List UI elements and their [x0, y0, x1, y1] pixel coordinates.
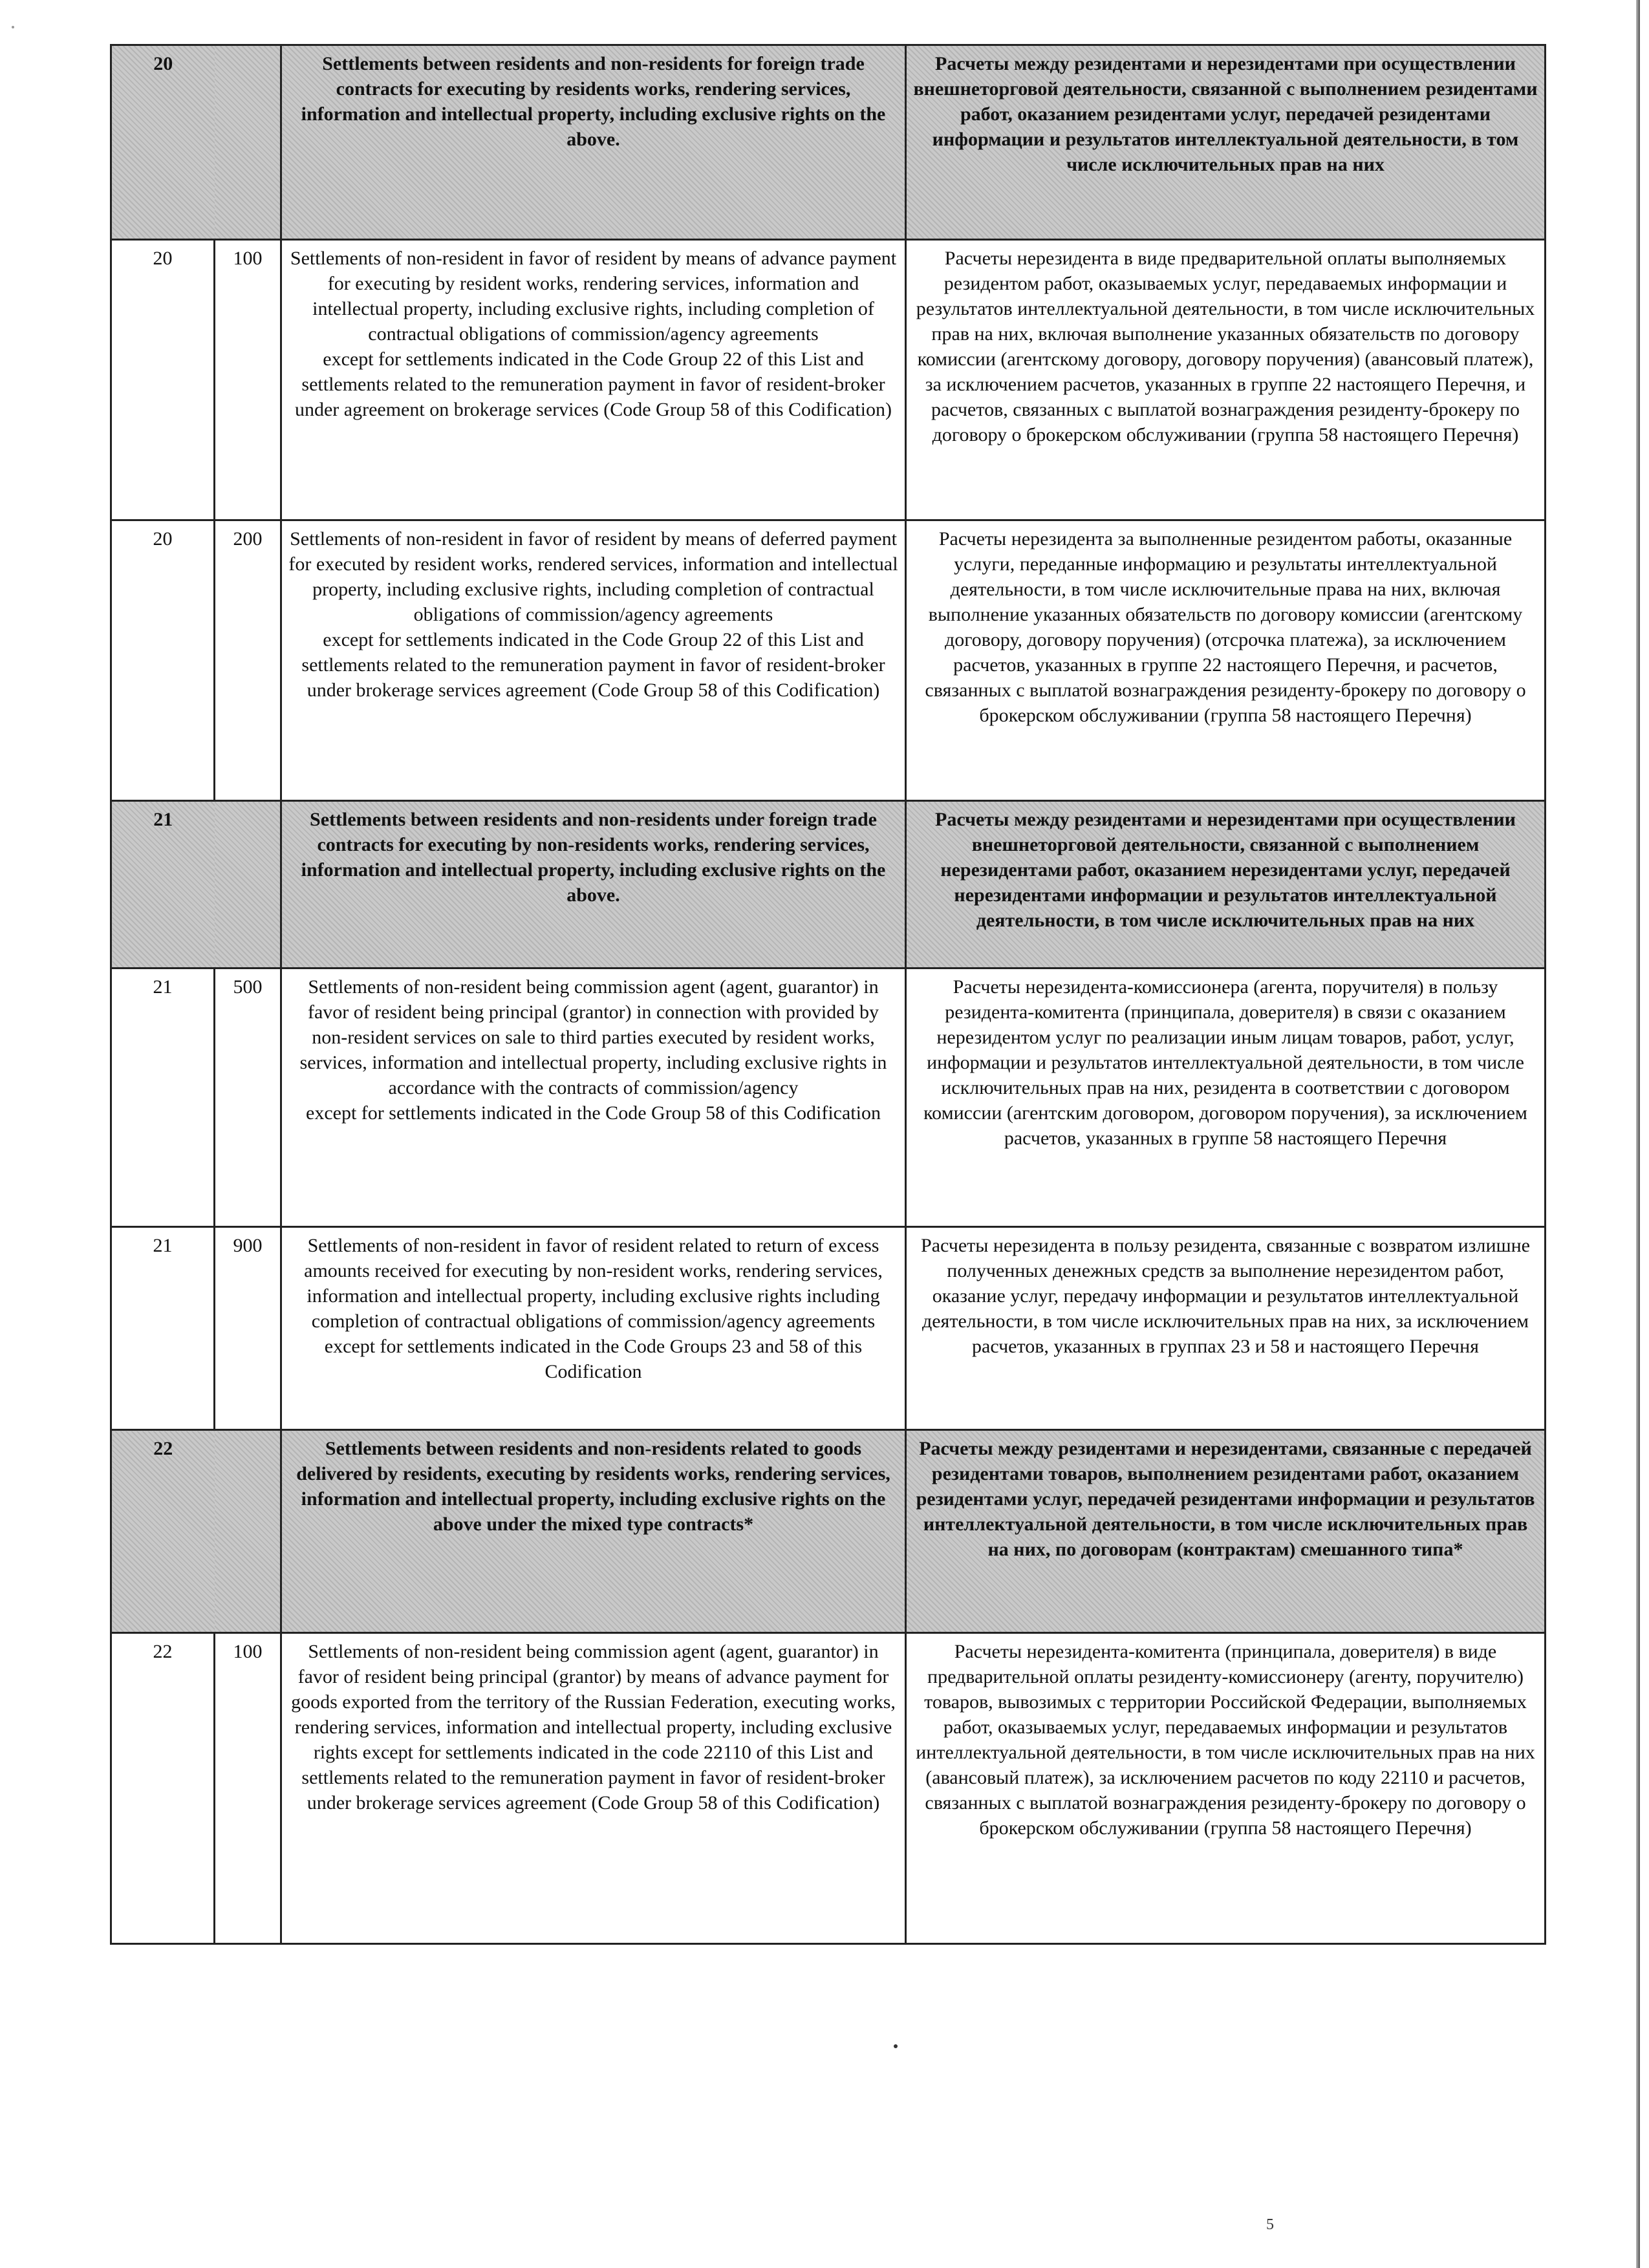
group-cell: 22: [111, 1633, 215, 1944]
group-code-empty: [215, 801, 281, 968]
page-number: 5: [1266, 2216, 1274, 2233]
page-edge-shadow: [1636, 0, 1640, 2268]
description-en: Settlements of non-resident in favor of resident by means of deferred payment for executed by resident works, rendered services, information and intellectual property, including exclusive rights, including completion of contractual obligations of commission/agency agreements except for settlements indicated in the Code Group 22 of this List and settlements related to the remuneration payment in favor of resident-broker under brokerage services agreement (Code Group 58 of this Codification): [281, 520, 906, 801]
description-en: Settlements of non-resident in favor of resident related to return of excess amounts received for executing by non-resident works, rendering services, information and intellectual property, including exclusive rights including completion of contractual obligations of commission/agency agreements except for settlements indicated in the Code Groups 23 and 58 of this Codification: [281, 1227, 906, 1430]
codification-table: [110, 44, 1546, 1945]
code-cell: 900: [215, 1227, 281, 1430]
description-ru: Расчеты нерезидента-комиссионера (агента, поручителя) в пользу резидента-комитента (принципала, доверителя) в связи с оказанием нерезидентом услуг по реализации иным лицам товаров, работ, услуг, информации и результатов интеллектуальной деятельности, в том числе исключительных прав на них, резидента в соответствии с договором комиссии (агентским договором, договором поручения), за исключением расчетов, указанных в группе 58 настоящего Перечня: [906, 968, 1546, 1227]
group-title-en: Settlements between residents and non-residents under foreign trade contracts for executing by non-residents works, rendering services, information and intellectual property, including exclusive rights on the above.: [281, 801, 906, 968]
table-row: [111, 968, 1546, 1227]
group-title-ru: Расчеты между резидентами и нерезидентами при осуществлении внешнеторговой деятельности, связанной с выполнением нерезидентами работ, оказанием нерезидентами услуг, передачей нерезидентами информации и результатов интеллектуальной деятельности, в том числе исключительных прав на них: [906, 801, 1546, 968]
table-row: [111, 1227, 1546, 1430]
scan-speck: [894, 2044, 898, 2048]
group-cell: 21: [111, 968, 215, 1227]
group-cell: 20: [111, 520, 215, 801]
group-cell: 21: [111, 1227, 215, 1430]
scan-speck: [12, 26, 14, 28]
group-row-21: [111, 801, 1546, 968]
group-number: 21: [111, 801, 215, 968]
description-ru: Расчеты нерезидента-комитента (принципала, доверителя) в виде предварительной оплаты резиденту-комиссионеру (агенту, поручителю) товаров, вывозимых с территории Российской Федерации, выполняемых работ, оказываемых услуг, передаваемых информации и результатов интеллектуальной деятельности, в том числе исключительных прав на них (авансовый платеж), за исключением расчетов по коду 22110 и расчетов, связанных с выплатой вознаграждения резиденту-брокеру по договору о брокерском обслуживании (группа 58 настоящего Перечня): [906, 1633, 1546, 1944]
description-ru: Расчеты нерезидента за выполненные резидентом работы, оказанные услуги, переданные информацию и результаты интеллектуальной деятельности, в том числе исключительные права на них, включая выполнение указанных обязательств по договору комиссии (агентскому договору, договору поручения) (отсрочка платежа), за исключением расчетов, указанных в группе 22 настоящего Перечня, и расчетов, связанных с выплатой вознаграждения резиденту-брокеру по договору о брокерском обслуживании (группа 58 настоящего Перечня): [906, 520, 1546, 801]
group-row-20: [111, 45, 1546, 240]
description-en: Settlements of non-resident in favor of resident by means of advance payment for executing by resident works, rendering services, information and intellectual property, including exclusive rights, including completion of contractual obligations of commission/agency agreements except for settlements indicated in the Code Group 22 of this List and settlements related to the remuneration payment in favor of resident-broker under agreement on brokerage services (Code Group 58 of this Codification): [281, 240, 906, 520]
group-code-empty: [215, 45, 281, 240]
description-ru: Расчеты нерезидента в пользу резидента, связанные с возвратом излишне полученных денежных средств за выполнение нерезидентом работ, оказание услуг, передачу информации и результатов интеллектуальной деятельности, в том числе исключительных прав на них, за исключением расчетов, указанных в группах 23 и 58 и настоящего Перечня: [906, 1227, 1546, 1430]
group-number: 20: [111, 45, 215, 240]
group-code-empty: [215, 1430, 281, 1633]
code-cell: 100: [215, 1633, 281, 1944]
description-en: Settlements of non-resident being commission agent (agent, guarantor) in favor of resident being principal (grantor) in connection with provided by non-resident services on sale to third parties executed by resident works, services, information and intellectual property, including exclusive rights in accordance with the contracts of commission/agency except for settlements indicated in the Code Group 58 of this Codification: [281, 968, 906, 1227]
description-en: Settlements of non-resident being commission agent (agent, guarantor) in favor of resident being principal (grantor) by means of advance payment for goods exported from the territory of the Russian Federation, executing works, rendering services, information and intellectual property, including exclusive rights except for settlements indicated in the code 22110 of this List and settlements related to the remuneration payment in favor of resident-broker under brokerage services agreement (Code Group 58 of this Codification): [281, 1633, 906, 1944]
code-cell: 100: [215, 240, 281, 520]
group-title-ru: Расчеты между резидентами и нерезидентами при осуществлении внешнеторговой деятельности, связанной с выполнением резидентами работ, оказанием резидентами услуг, передачей резидентами информации и результатов интеллектуальной деятельности, в том числе исключительных прав на них: [906, 45, 1546, 240]
table-row: [111, 520, 1546, 801]
group-title-ru: Расчеты между резидентами и нерезидентами, связанные с передачей резидентами товаров, выполнением резидентами работ, оказанием резидентами услуг, передачей резидентами информации и результатов интеллектуальной деятельности, в том числе исключительных прав на них, по договорам (контрактам) смешанного типа*: [906, 1430, 1546, 1633]
code-cell: 500: [215, 968, 281, 1227]
group-title-en: Settlements between residents and non-residents related to goods delivered by residents, executing by residents works, rendering services, information and intellectual property, including exclusive rights on the above under the mixed type contracts*: [281, 1430, 906, 1633]
description-ru: Расчеты нерезидента в виде предварительной оплаты выполняемых резидентом работ, оказываемых услуг, передаваемых информации и результатов интеллектуальной деятельности, в том числе исключительных прав на них, включая выполнение указанных обязательств по договору комиссии (агентскому договору, договору поручения) (авансовый платеж), за исключением расчетов, указанных в группе 22 настоящего Перечня, и расчетов, связанных с выплатой вознаграждения резиденту-брокеру по договору о брокерском обслуживании (группа 58 настоящего Перечня): [906, 240, 1546, 520]
table-row: [111, 240, 1546, 520]
group-title-en: Settlements between residents and non-residents for foreign trade contracts for executing by residents works, rendering services, information and intellectual property, including exclusive rights on the above.: [281, 45, 906, 240]
table-row: [111, 1633, 1546, 1944]
group-row-22: [111, 1430, 1546, 1633]
code-cell: 200: [215, 520, 281, 801]
group-cell: 20: [111, 240, 215, 520]
group-number: 22: [111, 1430, 215, 1633]
